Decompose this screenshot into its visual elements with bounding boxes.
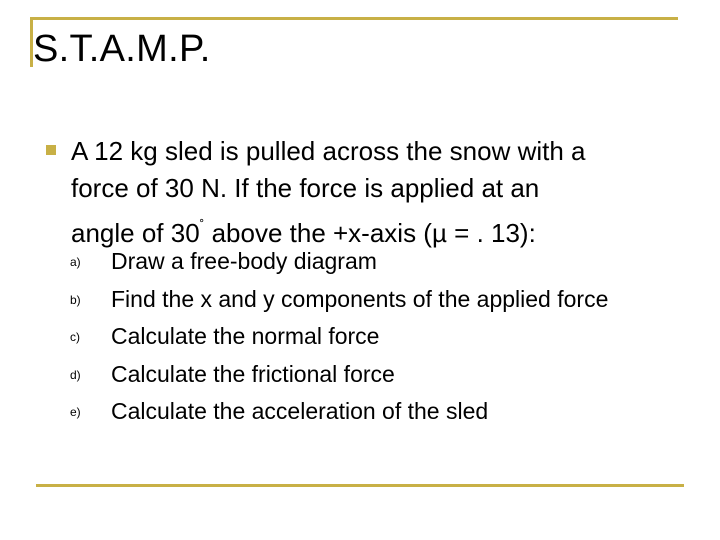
footer-divider-line <box>36 484 684 487</box>
problem-line-2: force of 30 N. If the force is applied at an <box>71 173 540 203</box>
problem-line-1: A 12 kg sled is pulled across the snow with a <box>71 136 586 166</box>
parts-list <box>70 244 700 432</box>
list-item <box>70 394 700 432</box>
list-item-text: Calculate the acceleration of the sled <box>111 398 489 424</box>
degree-symbol: ˚ <box>199 217 205 233</box>
list-item-letter: c) <box>70 330 80 344</box>
list-item-text: Draw a free-body diagram <box>111 248 377 274</box>
list-item-text: Calculate the frictional force <box>111 360 395 387</box>
list-item <box>70 282 700 320</box>
list-item-letter: d) <box>70 367 81 382</box>
problem-line-3-start: angle of 30 <box>71 218 200 248</box>
list-item-letter: e) <box>70 405 81 419</box>
list-item <box>70 357 700 395</box>
list-item-letter: a) <box>70 255 81 269</box>
list-item-text: Calculate the normal force <box>111 323 380 349</box>
slide-title: S.T.A.M.P. <box>33 28 211 70</box>
list-item <box>70 244 700 282</box>
square-bullet-icon <box>46 145 56 155</box>
title-frame-top-line <box>30 17 678 20</box>
problem-statement <box>71 133 691 252</box>
list-item <box>70 319 700 357</box>
list-item-letter: b) <box>70 292 81 307</box>
list-item-text: Find the x and y components of the applied force <box>111 285 609 312</box>
problem-line-3-end: above the +x-axis (µ = . 13): <box>204 218 536 248</box>
